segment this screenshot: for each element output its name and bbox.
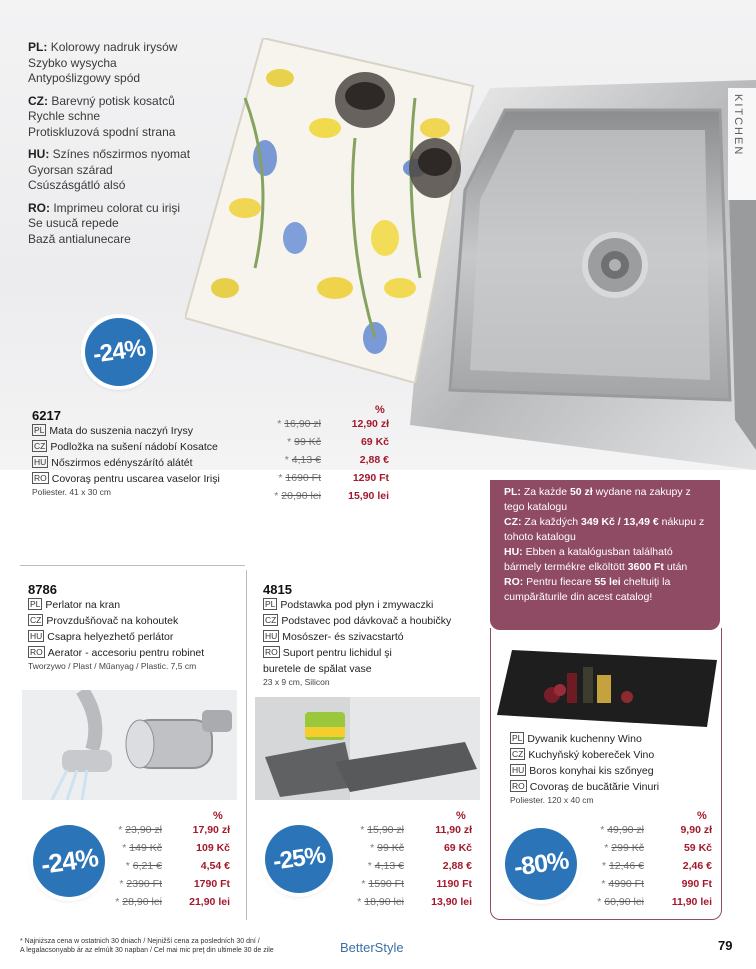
product-code: 8786 [28,582,57,597]
product-material: Poliester. 120 x 40 cm [510,795,594,805]
divider [20,565,245,566]
page-number: 79 [718,938,733,953]
product-4815-info: 4815 PL Podstawka pod płyn i zmywaczki CZ Podstavec pod dávkovač a houbičky HU Mosószer- és szivacstartó RO Suport pentru lichidul şi buretele de spălat vase 23 x 9 cm, Silicon [263,582,488,688]
percent-header: % [697,810,707,822]
price-list-wino: * 49,90 zł 9,90 zł * 299 Kč 59 Kč * 12,46 € 2,46 € * 4990 Ft 990 Ft * 60,90 lei 11,90 lei [597,824,712,908]
desc-ro: RO: Imprimeu colorat cu irişi Se usucă repede Bază antialunecare [28,200,181,246]
feature-description [28,40,218,247]
desc-hu: HU: Színes nőszirmos nyomat Gyorsan szárad Csúszásgátló alsó [28,147,191,192]
price-list-8786: * 23,90 zł 17,90 zł * 149 Kč 109 Kč * 6,21 € 4,54 € * 2390 Ft 1790 Ft * 28,90 lei 21,90 lei [115,824,230,908]
aerator-image [22,690,237,800]
section-tab-label: KITCHEN [732,94,744,157]
section-tab-kitchen [728,88,756,200]
discount-badge: -80% [505,828,577,900]
product-material: 23 x 9 cm, Silicon [263,677,330,687]
price-list-6217: * 16,90 zł 12,90 zł * 99 Kč 69 Kč * 4,13 € 2,88 € * 1690 Ft 1290 Ft * 20,90 lei 15,90 lei [274,418,389,502]
product-material: Poliester. 41 x 30 cm [32,487,111,497]
divider [246,570,247,920]
iris-mat-image [185,38,475,383]
discount-badge: -24% [33,825,105,897]
percent-header: % [456,810,466,822]
brand-logo: BetterStyle [340,940,404,955]
footnote: * Najniższa cena w ostatnich 30 dniach / Nejnižší cena za posledních 30 dní / A legalacsonyabb ár az elmúlt 30 napban / Cel mai mic preţ din ultimele 30 de zile [20,938,274,954]
sponge-holder-image [255,697,480,800]
desc-pl: PL: Kolorowy nadruk irysów Szybko wysycha Antypoślizgowy spód [28,40,178,85]
product-code: 6217 [32,408,61,423]
wine-mat-image [497,645,719,730]
product-code: 4815 [263,582,292,597]
discount-badge: -24% [85,318,153,386]
percent-header: % [213,810,223,822]
product-8786-info: 8786 PL Perlator na kran CZ Provzdušňovač na kohoutek HU Csapra helyezhető perlátor RO Aerator - accesoriu pentru robinet Tworzywo / Plast / Műanyag / Plastic. 7,5 cm [28,582,246,672]
percent-header: % [375,404,385,416]
desc-cz: CZ: Barevný potisk kosatců Rychle schne Protiskluzová spodní strana [28,93,176,139]
discount-badge: -25% [265,825,333,893]
product-6217-info: 6217 PL Mata do suszenia naczyń Irysy CZ Podložka na sušení nádobí Kosatce HU Nőszirmos edényszárító alátét RO Covoraş pentru uscarea vaselor Irişi Poliester. 41 x 30 cm [32,408,272,498]
product-wino-info: PL Dywanik kuchenny Wino CZ Kuchyňský kobereček Vino HU Boros konyhai kis szőnyeg RO Covoraş de bucătărie Vinuri Poliester. 120 x 40 cm [510,731,720,806]
promo-box: PL: Za każde 50 zł wydane na zakupy z tego katalogu CZ: Za každých 349 Kč / 13,49 € nákupu z tohoto katalogu HU: Ebben a katalógusban található bármely termékre elköltött 3600 Ft után RO: Pentru fiecare 55 lei cheltuiţi la cumpărăturile din acest catalog! [490,480,720,630]
product-material: Tworzywo / Plast / Műanyag / Plastic. 7,5 cm [28,661,197,671]
price-list-4815: * 15,90 zł 11,90 zł * 99 Kč 69 Kč * 4,13 € 2,88 € * 1590 Ft 1190 Ft * 18,90 lei 13,90 lei [357,824,472,908]
